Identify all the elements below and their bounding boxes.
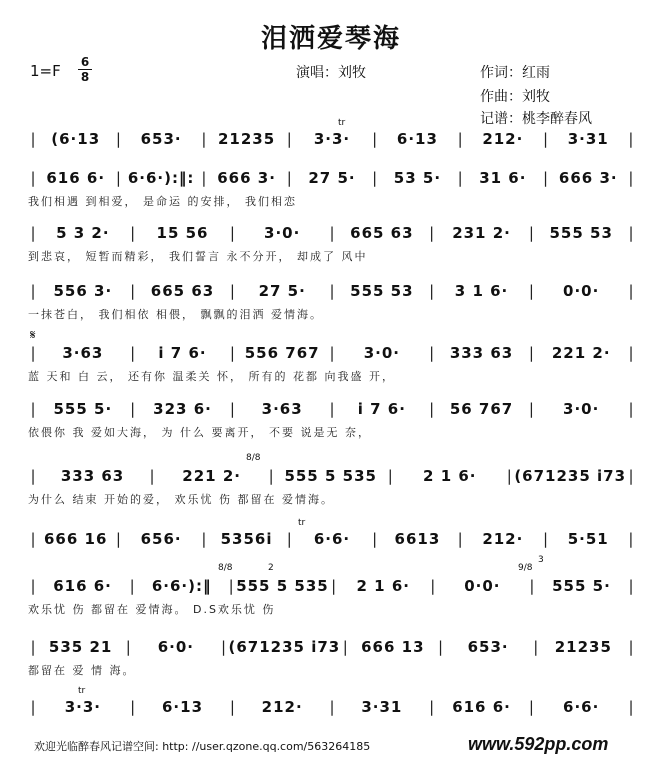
barline: | (372, 169, 378, 187)
measure: 556 3· (53, 282, 113, 300)
barline: | (30, 344, 36, 362)
score-row (28, 222, 636, 263)
notes-line (28, 342, 636, 364)
barline: | (430, 577, 436, 595)
measure: 3·3· (313, 130, 351, 148)
lyrics-line: 依偎你 我 爱如大海， 为 什么 要离开， 不要 说是无 奈， (28, 426, 371, 439)
barline: | (201, 169, 207, 187)
measure: 21235 (554, 638, 612, 656)
measure: 666 16 (44, 530, 108, 548)
measure: 333 63 (60, 467, 125, 485)
barline: | (329, 344, 335, 362)
measure: 53 5· (393, 169, 442, 187)
measure: 3·0· (363, 344, 400, 362)
measure: 555 5 535 (284, 467, 377, 485)
measure: 555 5· (552, 577, 611, 595)
measure: 5356i (220, 530, 273, 548)
measure: 3·0· (563, 400, 600, 418)
barline: | (628, 638, 634, 656)
measure: 3 1 6· (454, 282, 509, 300)
barline: | (149, 467, 155, 485)
measure: 666 3· (217, 169, 276, 187)
measure: 212· (482, 530, 524, 548)
barline: | (329, 698, 335, 716)
volta-number: 2 (268, 563, 274, 573)
measure: 666 3· (558, 169, 618, 187)
measure: 0·0· (563, 282, 600, 300)
barline: | (628, 400, 634, 418)
measure: 231 2· (452, 224, 511, 242)
lyrics-line: 都留在 爱 情 海。 (28, 664, 136, 677)
notes-line (28, 280, 636, 302)
transcriber-credit: 记谱：桃李醉春风 (480, 111, 592, 127)
volta-label: 9/8 (518, 563, 533, 573)
barline: | (543, 130, 549, 148)
barline: | (628, 282, 634, 300)
measure: 5 3 2· (56, 224, 110, 242)
barline: | (628, 698, 634, 716)
measure: 27 5· (308, 169, 356, 187)
measure: 3·31 (567, 130, 609, 148)
barline: | (429, 698, 435, 716)
measure: 665 63 (350, 224, 414, 242)
lyrics-line: 到悲哀， 短暂而精彩， 我们誓言 永不分开， 却成了 风中 (28, 250, 368, 263)
barline: | (201, 530, 207, 548)
barline: | (437, 638, 443, 656)
segno-sign: 𝄋 (30, 328, 36, 343)
barline: | (628, 344, 634, 362)
measure: 221 2· (551, 344, 611, 362)
barline: | (331, 577, 337, 595)
lyrics-line: 我们相遇 到相爱， 是命运 的安排， 我们相恋 (28, 195, 297, 208)
barline: | (115, 169, 121, 187)
barline: | (30, 467, 36, 485)
barline: | (543, 169, 549, 187)
barline: | (228, 577, 234, 595)
barline: | (528, 224, 534, 242)
barline: | (506, 467, 512, 485)
measure: 535 21 (48, 638, 113, 656)
measure: 212· (261, 698, 303, 716)
score-row (28, 686, 636, 718)
barline: | (457, 530, 463, 548)
measure: i 7 6· (357, 400, 406, 418)
measure: 3·31 (361, 698, 403, 716)
volta-label: 8/8 (246, 453, 261, 463)
measure: 0·0· (464, 577, 501, 595)
notes-line (28, 575, 636, 597)
measure: 3·63 (62, 344, 104, 362)
measure: 6·6· (313, 530, 351, 548)
notes-line (28, 128, 636, 150)
score-row (28, 636, 636, 677)
volta-label: 8/8 (218, 563, 233, 573)
trill-mark: tr (338, 118, 346, 128)
barline: | (130, 282, 136, 300)
barline: | (429, 400, 435, 418)
barline: | (628, 530, 634, 548)
measure: i 7 6· (158, 344, 207, 362)
measure: 6·6·):‖: (127, 169, 195, 187)
song-title: 泪洒爱琴海 (260, 24, 401, 54)
barline: | (30, 169, 36, 187)
measure: 323 6· (153, 400, 212, 418)
barline: | (329, 282, 335, 300)
singer-credit: 演唱：刘牧 (296, 65, 366, 81)
measure: 3·0· (264, 224, 301, 242)
notes-line (28, 465, 636, 487)
measure: 2 1 6· (356, 577, 410, 595)
barline: | (457, 169, 463, 187)
measure: 6·6·):‖ (151, 577, 212, 595)
barline: | (457, 130, 463, 148)
measure: 6613 (394, 530, 441, 548)
measure: 27 5· (258, 282, 306, 300)
barline: | (30, 577, 36, 595)
measure: 555 53 (549, 224, 613, 242)
barline: | (628, 130, 634, 148)
notes-line (28, 167, 636, 189)
barline: | (201, 130, 207, 148)
measure: 6·13 (162, 698, 204, 716)
measure: 555 53 (350, 282, 414, 300)
barline: | (628, 224, 634, 242)
barline: | (286, 530, 292, 548)
measure: 653· (140, 130, 182, 148)
lyrics-line: 欢乐忧 伤 都留在 爱情海。 D.S欢乐忧 伤 (28, 603, 276, 616)
barline: | (528, 282, 534, 300)
trill-mark: tr (78, 686, 86, 696)
barline: | (130, 400, 136, 418)
barline: | (115, 530, 121, 548)
barline: | (229, 698, 235, 716)
barline: | (286, 130, 292, 148)
score-row (28, 555, 636, 616)
score-row (28, 280, 636, 321)
key-signature: 1=F (30, 62, 61, 80)
barline: | (229, 224, 235, 242)
barline: | (30, 224, 36, 242)
barline: | (628, 467, 634, 485)
meter-bottom: 8 (80, 70, 90, 84)
measure: 556 767 (244, 344, 320, 362)
composer-credit: 作曲：刘牧 (480, 89, 550, 105)
barline: | (129, 577, 135, 595)
volta-number: 3 (538, 555, 544, 565)
barline: | (286, 169, 292, 187)
measure: 555 5 535 (236, 577, 329, 595)
notes-line (28, 636, 636, 658)
score-row (28, 328, 636, 383)
lyrics-line: 蓝 天和 白 云， 还有你 温柔关 怀， 所有的 花都 向我盛 开， (28, 370, 395, 383)
barline: | (533, 638, 539, 656)
barline: | (529, 577, 535, 595)
barline: | (130, 224, 136, 242)
meter-top: 6 (80, 55, 90, 69)
barline: | (372, 130, 378, 148)
measure: 221 2· (182, 467, 241, 485)
barline: | (220, 638, 227, 656)
barline: | (329, 224, 335, 242)
notes-line (28, 398, 636, 420)
score-row (28, 518, 636, 550)
time-signature (78, 56, 92, 83)
measure: 31 6· (479, 169, 527, 187)
trill-mark: tr (298, 518, 306, 528)
measure: 6·6· (563, 698, 600, 716)
measure: (671235 i73 (228, 638, 341, 656)
measure: 6·13 (396, 130, 438, 148)
measure: 616 6· (46, 169, 106, 187)
score-row (28, 453, 636, 506)
score-row (28, 167, 636, 208)
measure: 666 13 (361, 638, 425, 656)
measure: 665 63 (150, 282, 215, 300)
measure: 616 6· (53, 577, 112, 595)
measure: 2 1 6· (423, 467, 477, 485)
measure: 3·63 (261, 400, 303, 418)
measure: 21235 (217, 130, 276, 148)
barline: | (387, 467, 393, 485)
measure: 656· (140, 530, 182, 548)
barline: | (528, 400, 534, 418)
measure: 15 56 (156, 224, 209, 242)
measure: 616 6· (452, 698, 511, 716)
barline: | (429, 282, 435, 300)
measure: 3·3· (64, 698, 101, 716)
barline: | (229, 344, 235, 362)
barline: | (528, 698, 534, 716)
barline: | (543, 530, 549, 548)
barline: | (268, 467, 274, 485)
notes-line (28, 222, 636, 244)
barline: | (125, 638, 131, 656)
measure: 6·0· (157, 638, 195, 656)
lyrics-line: 为什么 结束 开始的爱， 欢乐忧 伤 都留在 爱情海。 (28, 493, 334, 506)
barline: | (628, 577, 634, 595)
barline: | (329, 400, 335, 418)
barline: | (30, 130, 36, 148)
measure: 653· (467, 638, 509, 656)
site-watermark: www.592pp.com (468, 734, 609, 754)
notes-line (28, 696, 636, 718)
barline: | (30, 400, 36, 418)
barline: | (342, 638, 348, 656)
barline: | (30, 698, 36, 716)
score-row (28, 398, 636, 439)
barline: | (628, 169, 634, 187)
barline: | (30, 530, 36, 548)
barline: | (372, 530, 378, 548)
measure: 56 767 (449, 400, 514, 418)
lyrics-line: 一抹苍白， 我们相依 相偎， 飘飘的泪洒 爱情海。 (28, 308, 323, 321)
barline: | (115, 130, 121, 148)
barline: | (30, 282, 36, 300)
barline: | (130, 698, 136, 716)
measure: 555 5· (53, 400, 113, 418)
barline: | (429, 224, 435, 242)
barline: | (30, 638, 36, 656)
barline: | (229, 282, 235, 300)
notes-line (28, 528, 636, 550)
measure: (6·13 (51, 130, 101, 148)
measure: 5·51 (567, 530, 609, 548)
barline: | (429, 344, 435, 362)
barline: | (528, 344, 534, 362)
measure: (671235 i73 (514, 467, 627, 485)
lyricist-credit: 作词：红雨 (480, 65, 550, 81)
barline: | (229, 400, 235, 418)
barline: | (130, 344, 136, 362)
footer-url: 欢迎光临醉春风记谱空间: http: //user.qzone.qq.com/563264185 (34, 740, 371, 753)
measure: 333 63 (449, 344, 514, 362)
measure: 212· (482, 130, 524, 148)
